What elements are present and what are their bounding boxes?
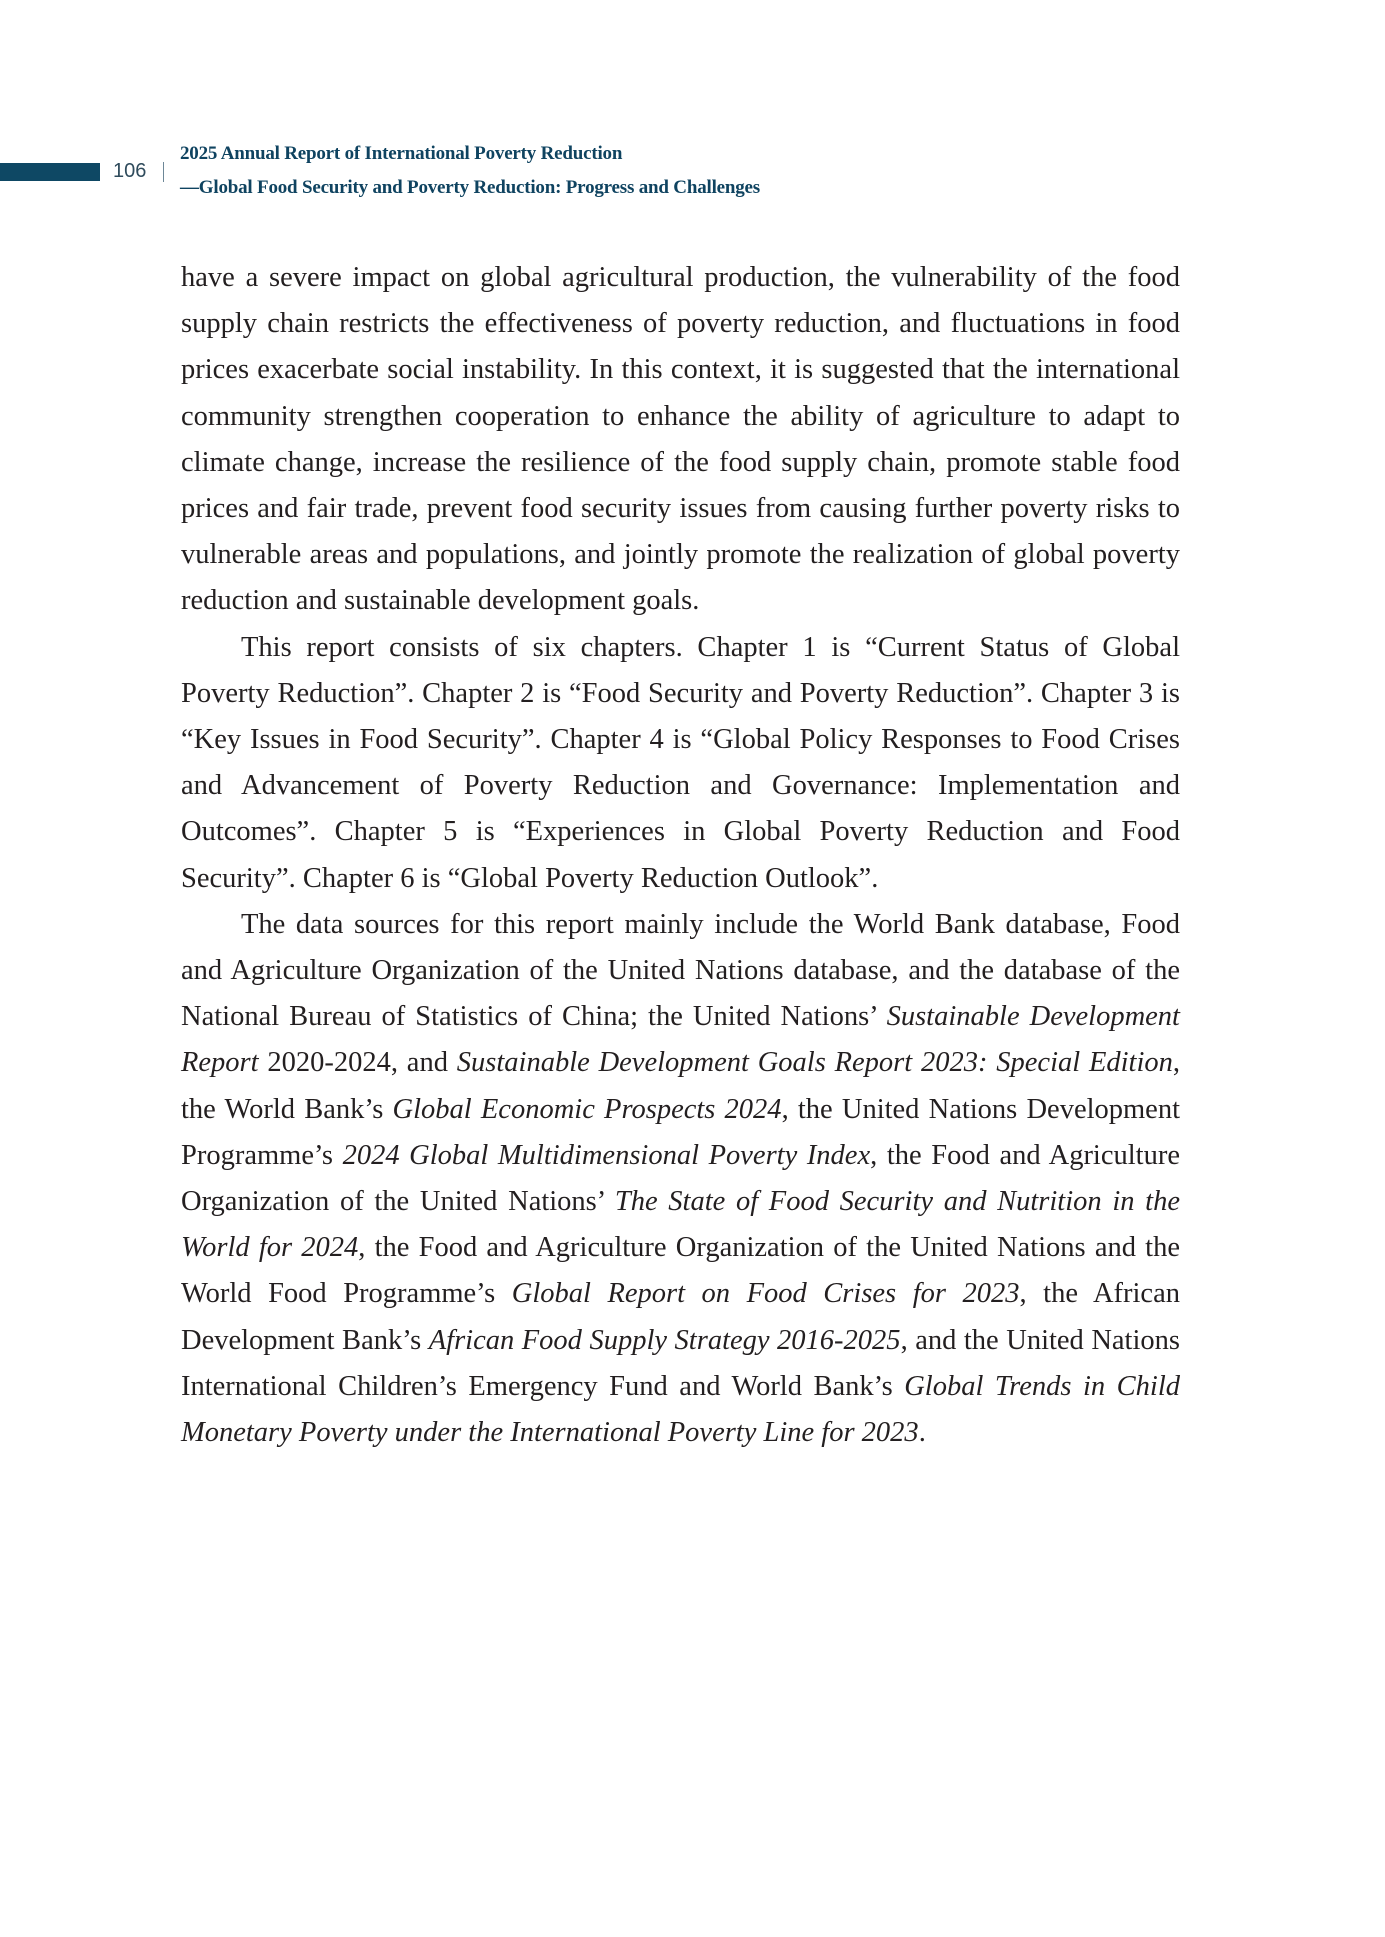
header-divider <box>163 162 164 182</box>
text-run: . <box>918 1417 926 1449</box>
cited-title: 2024 Global Multidimensional Poverty Index <box>342 1139 871 1171</box>
text-run: , and the United Nations International Children’s Emergency Fund and World Bank’s <box>181 1324 1180 1402</box>
text-run: , the Food and Agriculture Organization of the United Nations’ <box>181 1139 1180 1218</box>
text-run: , the United Nations Development Programme’s <box>181 1093 1180 1171</box>
text-run: , the World Bank’s <box>181 1047 1181 1125</box>
cited-title: Global Trends in Child Monetary Poverty under the International Poverty Line for 2023 <box>181 1370 1181 1449</box>
page-number: 106 <box>113 160 147 182</box>
cited-title: The State of Food Security and Nutrition in the World for 2024 <box>181 1186 1180 1264</box>
cited-title: Sustainable Development Goals Report 2023: Special Edition <box>456 1047 1173 1079</box>
cited-title: African Food Supply Strategy 2016-2025 <box>428 1324 901 1356</box>
cited-title: Global Report on Food Crises for 2023 <box>511 1278 1020 1310</box>
running-header-subtitle: —Global Food Security and Poverty Reduction: Progress and Challenges <box>180 177 760 198</box>
text-run: This report consists of six chapters. Chapter 1 is “Current Status of Global Poverty Reduction”. Chapter 2 is “Food Security and Poverty Reduction”. Chapter 3 is “Key Issues in Food Security”. Chapter 4 is “Global Policy Responses to Food Crises and Advancement of Poverty Reduction and Governance: Implementation and Outcomes”. Chapter 5 is “Experiences in Global Poverty Reduction and Food Security”. Chapter 6 is “Global Poverty Reduction Outlook”. <box>181 631 1180 894</box>
paragraph-conclusion <box>181 255 1180 625</box>
running-header-title: 2025 Annual Report of International Poverty Reduction <box>180 143 623 164</box>
paragraph-chapters <box>181 625 1180 902</box>
text-run: have a severe impact on global agricultural production, the vulnerability of the food supply chain restricts the effectiveness of poverty reduction, and fluctuations in food prices exacerbate social instability. In this context, it is suggested that the international community strengthen cooperation to enhance the ability of agriculture to adapt to climate change, increase the resilience of the food supply chain, promote stable food prices and fair trade, prevent food security issues from causing further poverty risks to vulnerable areas and populations, and jointly promote the realization of global poverty reduction and sustainable development goals. <box>181 262 1180 617</box>
cited-title: Global Economic Prospects 2024 <box>392 1093 782 1125</box>
text-run: The data sources for this report mainly include the World Bank database, Food and Agriculture Organization of the United Nations database, and the database of the National Bureau of Statistics of China; the United Nations’ <box>181 908 1180 1033</box>
body-text <box>181 255 1180 1456</box>
header-accent-bar <box>0 163 100 181</box>
cited-title: Sustainable Development Report <box>181 1001 1180 1079</box>
text-run: , the African Development Bank’s <box>181 1278 1180 1356</box>
text-run: , the Food and Agriculture Organization of the United Nations and the World Food Programme’s <box>181 1232 1180 1310</box>
text-run: 2020-2024, and <box>258 1047 457 1079</box>
paragraph-data-sources <box>181 902 1180 1456</box>
